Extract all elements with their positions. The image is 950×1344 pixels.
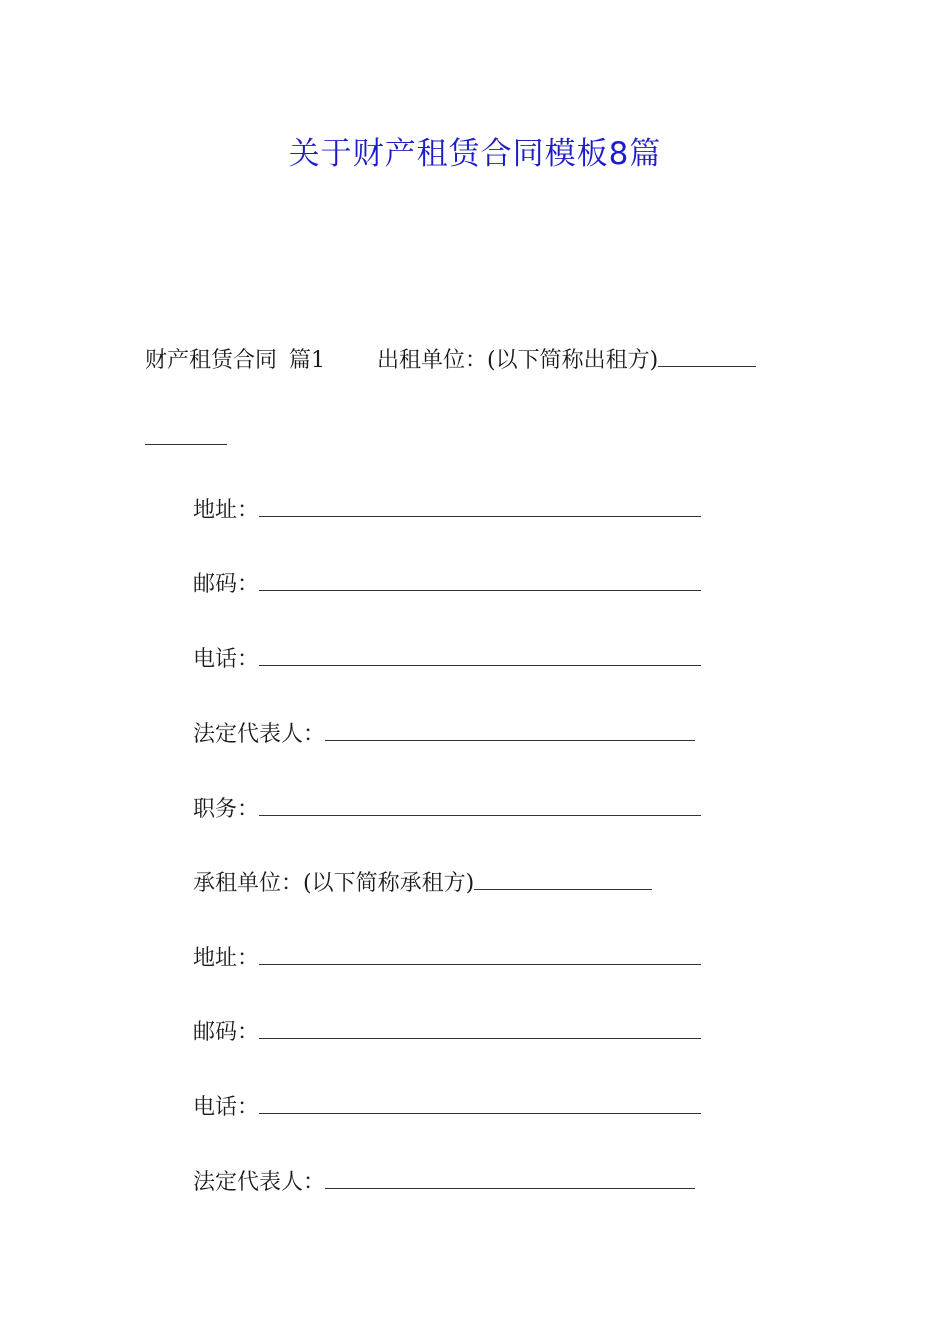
lessor-representative-field (193, 718, 695, 750)
lessee-line (193, 867, 652, 899)
field-label: 邮码： (193, 572, 260, 597)
lessee-postcode-field (193, 1016, 701, 1048)
lessor-postcode-field (193, 568, 701, 600)
lessee-representative-field (193, 1166, 695, 1198)
contract-heading: 财产租赁合同 (145, 348, 278, 373)
first-line (145, 344, 756, 376)
field-blank (325, 1166, 695, 1189)
field-label: 职务： (193, 797, 260, 822)
field-label: 法定代表人： (193, 1170, 326, 1195)
field-label: 电话： (193, 647, 260, 672)
field-blank (325, 718, 695, 741)
document-title: 关于财产租赁合同模板8篇 (288, 136, 662, 172)
lessor-name-blank-continued (145, 422, 227, 454)
lessee-address-field (193, 942, 701, 974)
lessee-label: 承租单位：(以下简称承租方) (193, 871, 475, 896)
field-label: 地址： (193, 498, 260, 523)
field-label: 法定代表人： (193, 722, 326, 747)
part-label: 篇1 (289, 348, 326, 373)
field-blank (259, 1091, 701, 1114)
lessor-phone-field (193, 643, 701, 675)
field-blank (259, 1016, 701, 1039)
lessor-name-blank (658, 344, 756, 367)
field-blank (259, 793, 701, 816)
lessor-position-field (193, 793, 701, 825)
field-label: 邮码： (193, 1020, 260, 1045)
field-blank (259, 568, 701, 591)
field-label: 电话： (193, 1095, 260, 1120)
field-blank (259, 942, 701, 965)
lessee-phone-field (193, 1091, 701, 1123)
lessor-label: 出租单位：(以下简称出租方) (377, 348, 659, 373)
field-label: 地址： (193, 946, 260, 971)
lessee-name-blank (474, 867, 652, 890)
field-blank (259, 643, 701, 666)
lessor-address-field (193, 494, 701, 526)
field-blank (259, 494, 701, 517)
